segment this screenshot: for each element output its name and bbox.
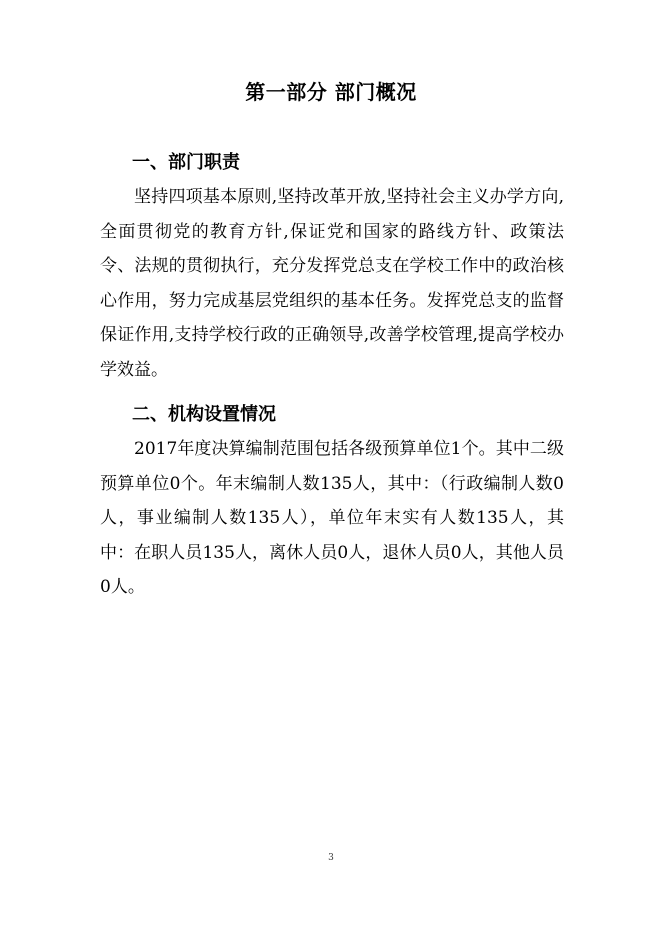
paragraph-organization: 2017年度决算编制范围包括各级预算单位1个。其中二级预算单位0个。年末编制人数135人，其中：（行政编制人数0人，事业编制人数135人），单位年末实有人数135人，其中：在职人员135人，离休人员0人，退休人员0人，其他人员0人。 [100, 439, 564, 598]
paragraph-responsibilities: 坚持四项基本原则,坚持改革开放,坚持社会主义办学方向,全面贯彻党的教育方针,保证党和国家的路线方针、政策法令、法规的贯彻执行，充分发挥党总支在学校工作中的政治核心作用，努力完成基层党组织的基本任务。发挥党总支的监督保证作用,支持学校行政的正确领导,改善学校管理,提高学校办学效益。 [100, 187, 564, 380]
page-number: 3 [328, 853, 334, 863]
section-heading-organization: 二、机构设置情况 [132, 404, 276, 425]
section-heading-responsibilities: 一、部门职责 [132, 152, 240, 173]
page-title: 第一部分 部门概况 [245, 80, 417, 104]
